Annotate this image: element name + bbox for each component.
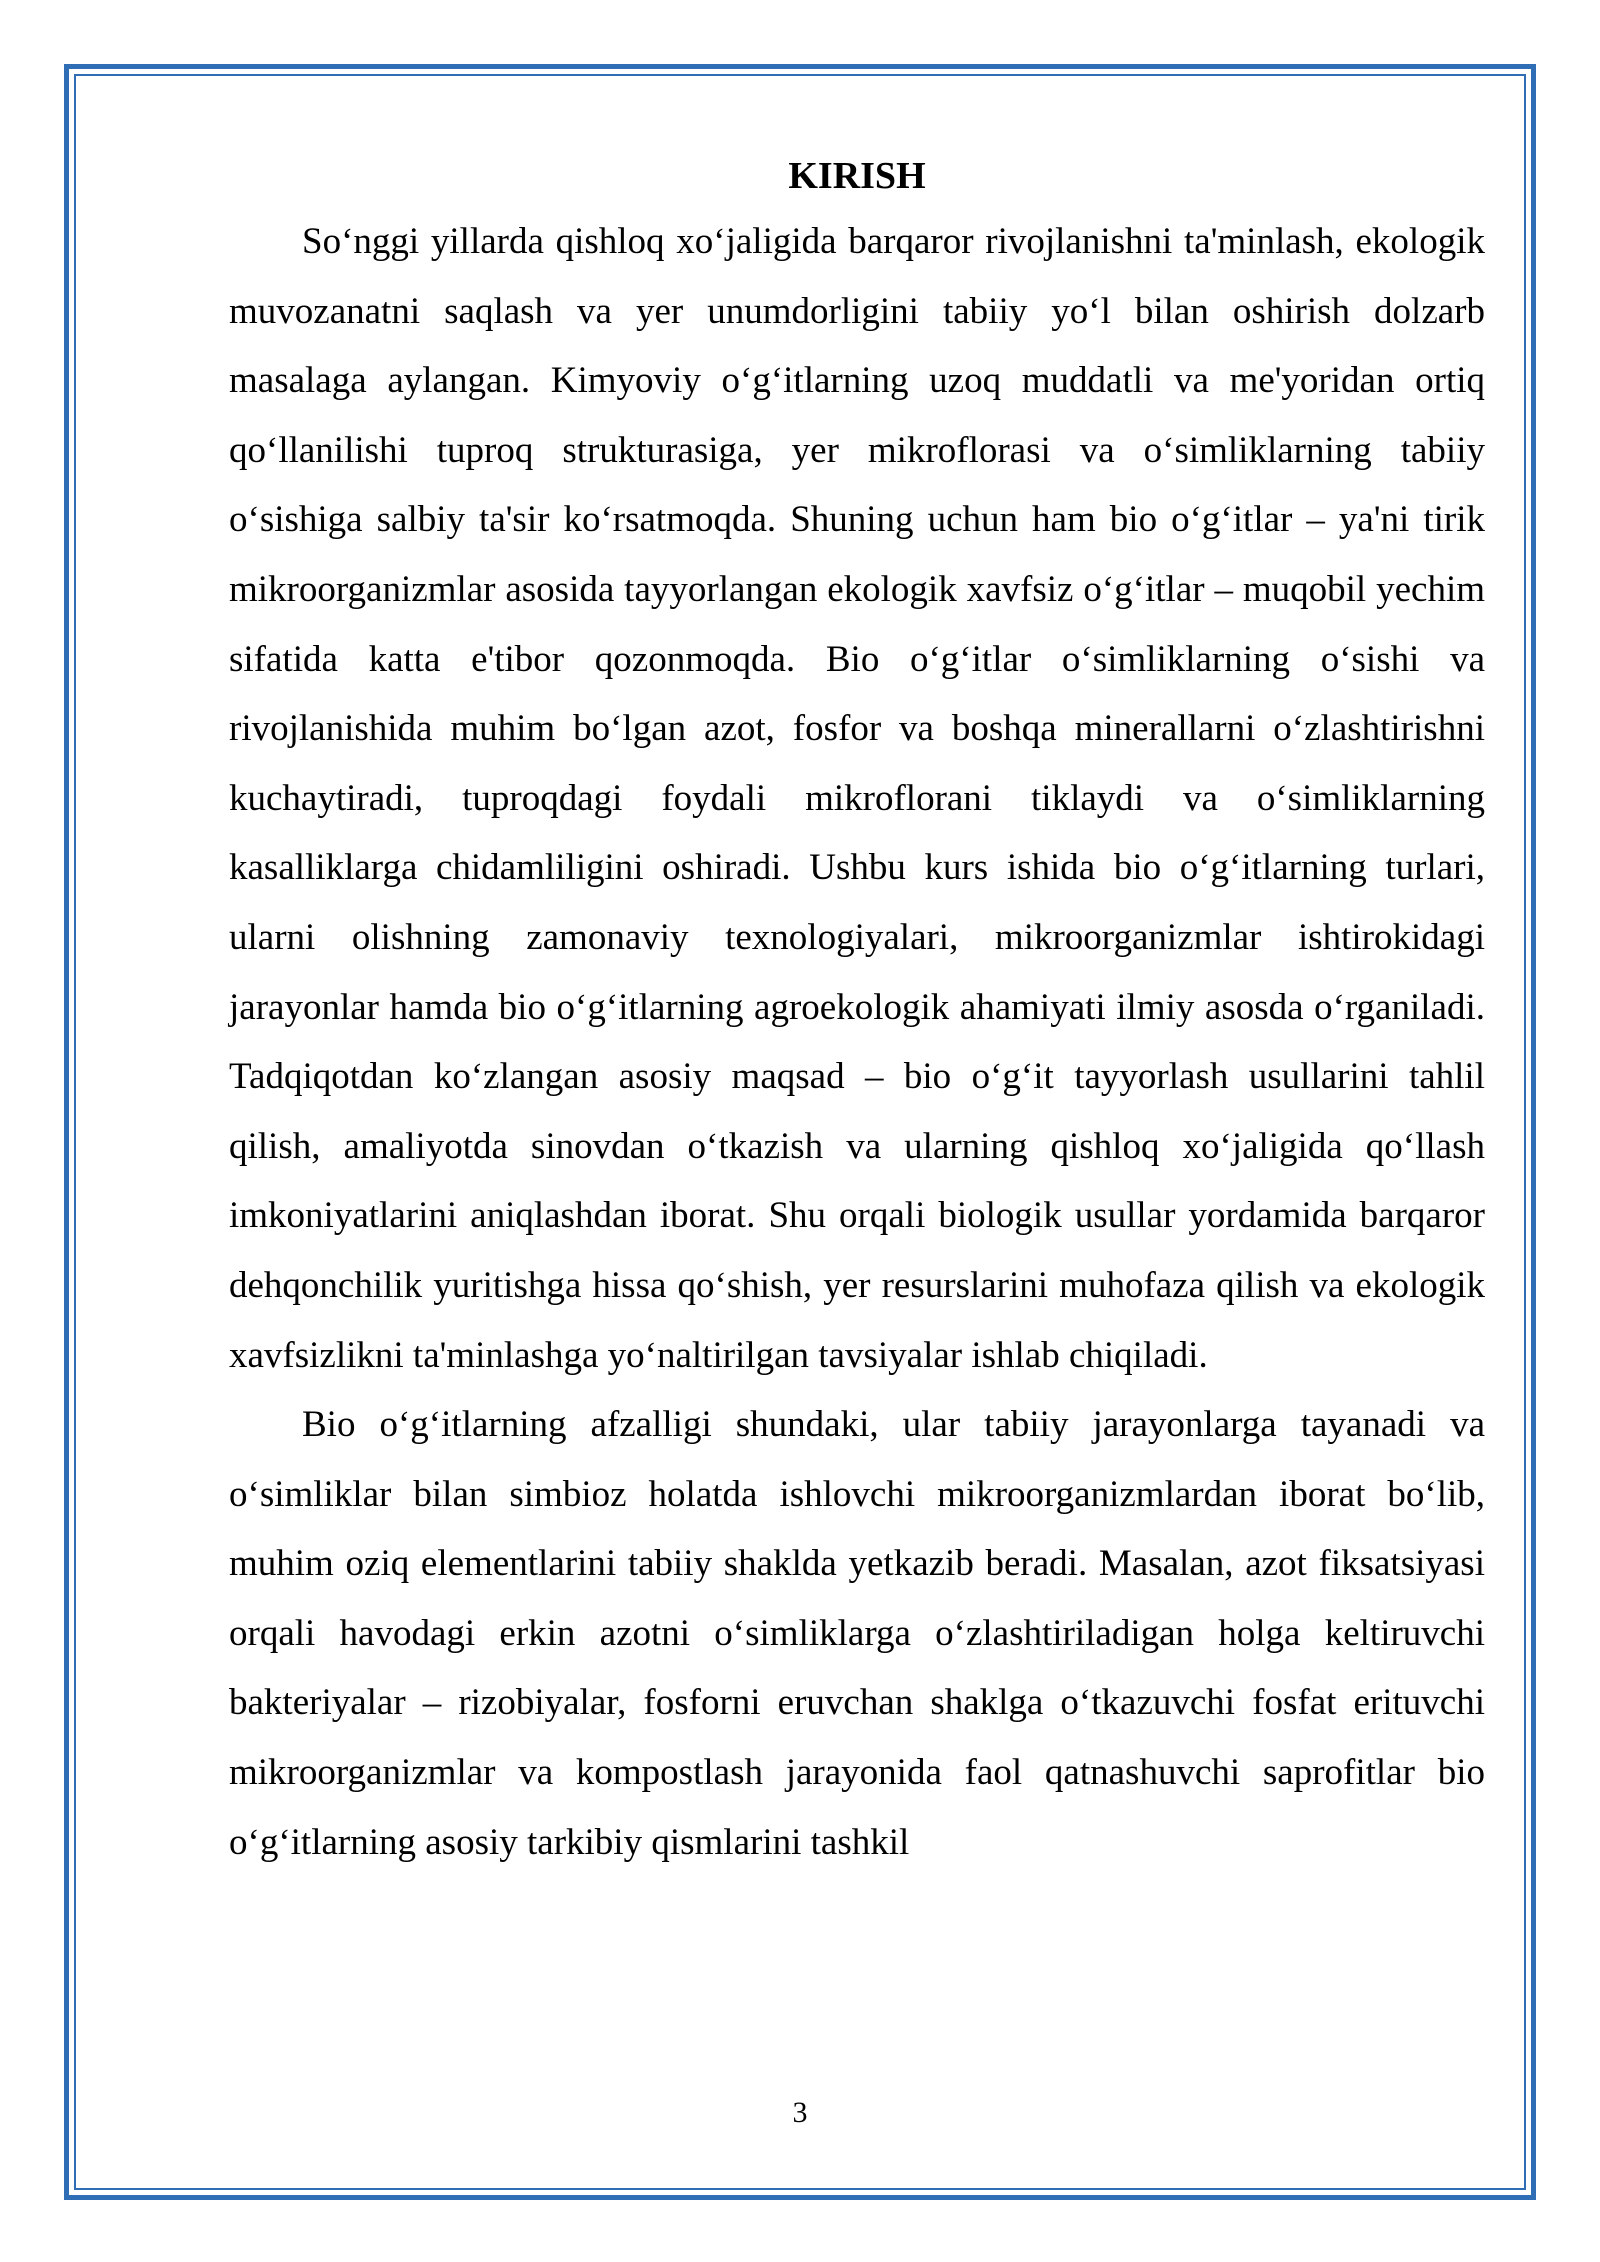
section-heading: KIRISH [788, 155, 926, 197]
paragraph-1: So‘nggi yillarda qishloq xo‘jaligida barqaror rivojlanishni ta'minlash, ekologik muvozanatni saqlash va yer unumdorligini tabiiy yo‘l bilan oshirish dolzarb masalaga aylangan. Kimyoviy o‘g‘itlarning uzoq muddatli va me'yoridan ortiq qo‘llanilishi tuproq strukturasiga, yer mikroflorasi va o‘simliklarning tabiiy o‘sishiga salbiy ta'sir ko‘rsatmoqda. Shuning uchun ham bio o‘g‘itlar – ya'ni tirik mikroorganizmlar asosida tayyorlangan ekologik xavfsiz o‘g‘itlar – muqobil yechim sifatida katta e'tibor qozonmoqda. Bio o‘g‘itlar o‘simliklarning o‘sishi va rivojlanishida muhim bo‘lgan azot, fosfor va boshqa minerallarni o‘zlashtirishni kuchaytiradi, tuproqdagi foydali mikroflorani tiklaydi va o‘simliklarning kasalliklarga chidamliligini oshiradi. Ushbu kurs ishida bio o‘g‘itlarning turlari, ularni olishning zamonaviy texnologiyalari, mikroorganizmlar ishtirokidagi jarayonlar hamda bio o‘g‘itlarning agroekologik ahamiyati ilmiy asosda o‘rganiladi. Tadqiqotdan ko‘zlangan asosiy maqsad – bio o‘g‘it tayyorlash usullarini tahlil qilish, amaliyotda sinovdan o‘tkazish va ularning qishloq xo‘jaligida qo‘llash imkoniyatlarini aniqlashdan iborat. Shu orqali biologik usullar yordamida barqaror dehqonchilik yuritishga hissa qo‘shish, yer resurslarini muhofaza qilish va ekologik xavfsizlikni ta'minlashga yo‘naltirilgan tavsiyalar ishlab chiqiladi. [229, 221, 1485, 1376]
paragraph-2: Bio o‘g‘itlarning afzalligi shundaki, ular tabiiy jarayonlarga tayanadi va o‘simliklar bilan simbioz holatda ishlovchi mikroorganizmlardan iborat bo‘lib, muhim oziq elementlarini tabiiy shaklda yetkazib beradi. Masalan, azot fiksatsiyasi orqali havodagi erkin azotni o‘simliklarga o‘zlashtiriladigan holga keltiruvchi bakteriyalar – rizobiyalar, fosforni eruvchan shaklga o‘tkazuvchi fosfat erituvchi mikroorganizmlar va kompostlash jarayonida faol qatnashuvchi saprofitlar bio o‘g‘itlarning asosiy tarkibiy qismlarini tashkil [229, 1404, 1485, 1863]
document-body [229, 145, 1485, 1877]
page-number: 3 [792, 2096, 808, 2129]
